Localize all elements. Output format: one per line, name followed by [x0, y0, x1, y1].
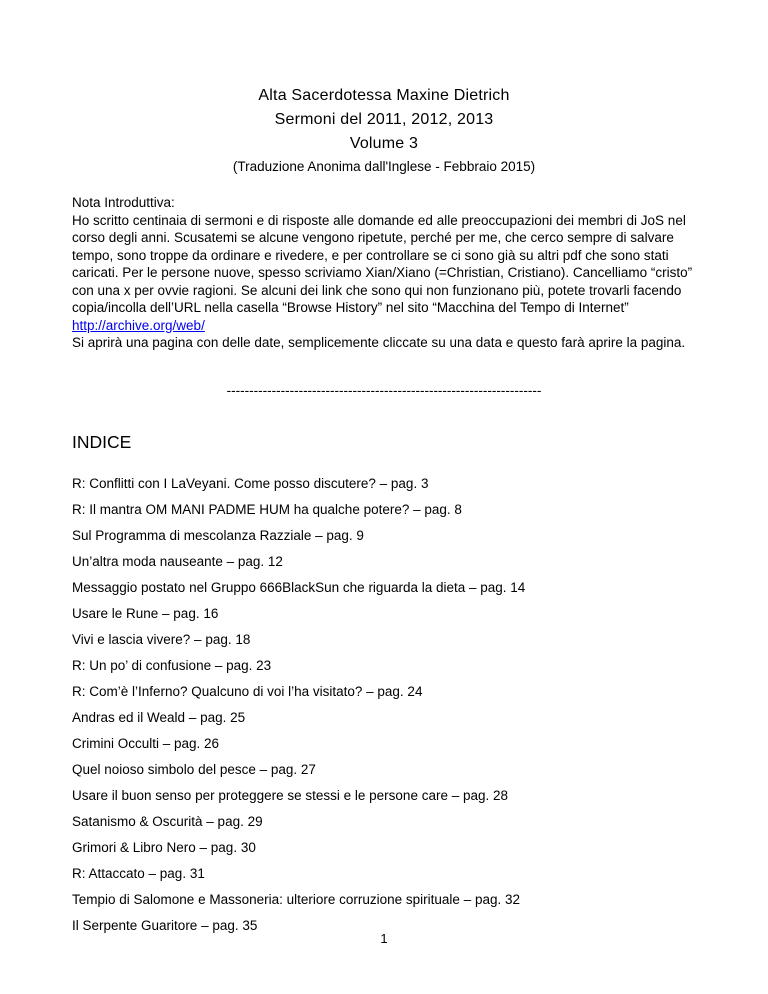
index-entry: Satanismo & Oscurità – pag. 29 — [72, 813, 263, 829]
index-list — [72, 471, 696, 939]
document-title-line-3: Volume 3 — [349, 135, 419, 152]
index-entry: Un’altra moda nauseante – pag. 12 — [72, 553, 283, 569]
index-entry: Usare le Rune – pag. 16 — [72, 605, 219, 621]
document-subtitle: (Traduzione Anonima dall'Inglese - Febbraio 2015) — [232, 159, 536, 174]
index-heading: INDICE — [72, 431, 132, 452]
index-entry: Vivi e lascia vivere? – pag. 18 — [72, 631, 251, 647]
introductory-note — [72, 194, 696, 352]
index-entry: Sul Programma di mescolanza Razziale – pag. 9 — [72, 527, 364, 543]
index-entry: Messaggio postato nel Gruppo 666BlackSun che riguarda la dieta – pag. 14 — [72, 579, 526, 595]
title-block — [72, 84, 696, 178]
index-entry: Andras ed il Weald – pag. 25 — [72, 709, 246, 725]
archive-org-link[interactable]: http://archive.org/web/ — [72, 317, 205, 333]
index-entry: Grimori & Libro Nero – pag. 30 — [72, 839, 256, 855]
index-entry: R: Un po’ di confusione – pag. 23 — [72, 657, 272, 673]
dashed-separator: ---------------------------------------------------------------------- — [226, 382, 542, 398]
document-title-line-2: Sermoni del 2011, 2012, 2013 — [274, 111, 494, 128]
index-entry: Quel noioso simbolo del pesce – pag. 27 — [72, 761, 316, 777]
intro-paragraph: Ho scritto centinaia di sermoni e di risposte alle domande ed alle preoccupazioni dei membri di JoS nel corso degli anni. Scusatemi se alcune vengono ripetute, perché per me, che cerco sempre di salvare tempo, sono troppe da ordinare e rivedere, e per controllare se ci sono già su altri pdf che sono stati caricati. Per le persone nuove, spesso scriviamo Xian/Xiano (=Christian, Cristiano). Cancelliamo “cristo” con una x per ovvie ragioni. Se alcuni dei link che sono qui non funzionano più, potete trovarli facendo copia/incolla dell’URL nella casella “Browse History” nel sito “Macchina del Tempo di Internet” — [72, 212, 693, 315]
index-entry: R: Attaccato – pag. 31 — [72, 865, 205, 881]
index-entry: Crimini Occulti – pag. 26 — [72, 735, 220, 751]
intro-closing-text: Si aprirà una pagina con delle date, semplicemente cliccate su una data e questo farà aprire la pagina. — [72, 335, 686, 350]
document-title-line-1: Alta Sacerdotessa Maxine Dietrich — [258, 87, 510, 104]
index-entry: R: Il mantra OM MANI PADME HUM ha qualche potere? – pag. 8 — [72, 501, 462, 517]
index-entry: R: Com’è l’Inferno? Qualcuno di voi l’ha visitato? – pag. 24 — [72, 683, 423, 699]
index-entry: Il Serpente Guaritore – pag. 35 — [72, 917, 258, 933]
index-entry: Usare il buon senso per proteggere se stessi e le persone care – pag. 28 — [72, 787, 509, 803]
page-number: 1 — [380, 931, 388, 946]
index-entry: R: Conflitti con I LaVeyani. Come posso discutere? – pag. 3 — [72, 475, 429, 491]
intro-label: Nota Introduttiva: — [72, 195, 175, 210]
index-entry: Tempio di Salomone e Massoneria: ulteriore corruzione spirituale – pag. 32 — [72, 891, 520, 907]
